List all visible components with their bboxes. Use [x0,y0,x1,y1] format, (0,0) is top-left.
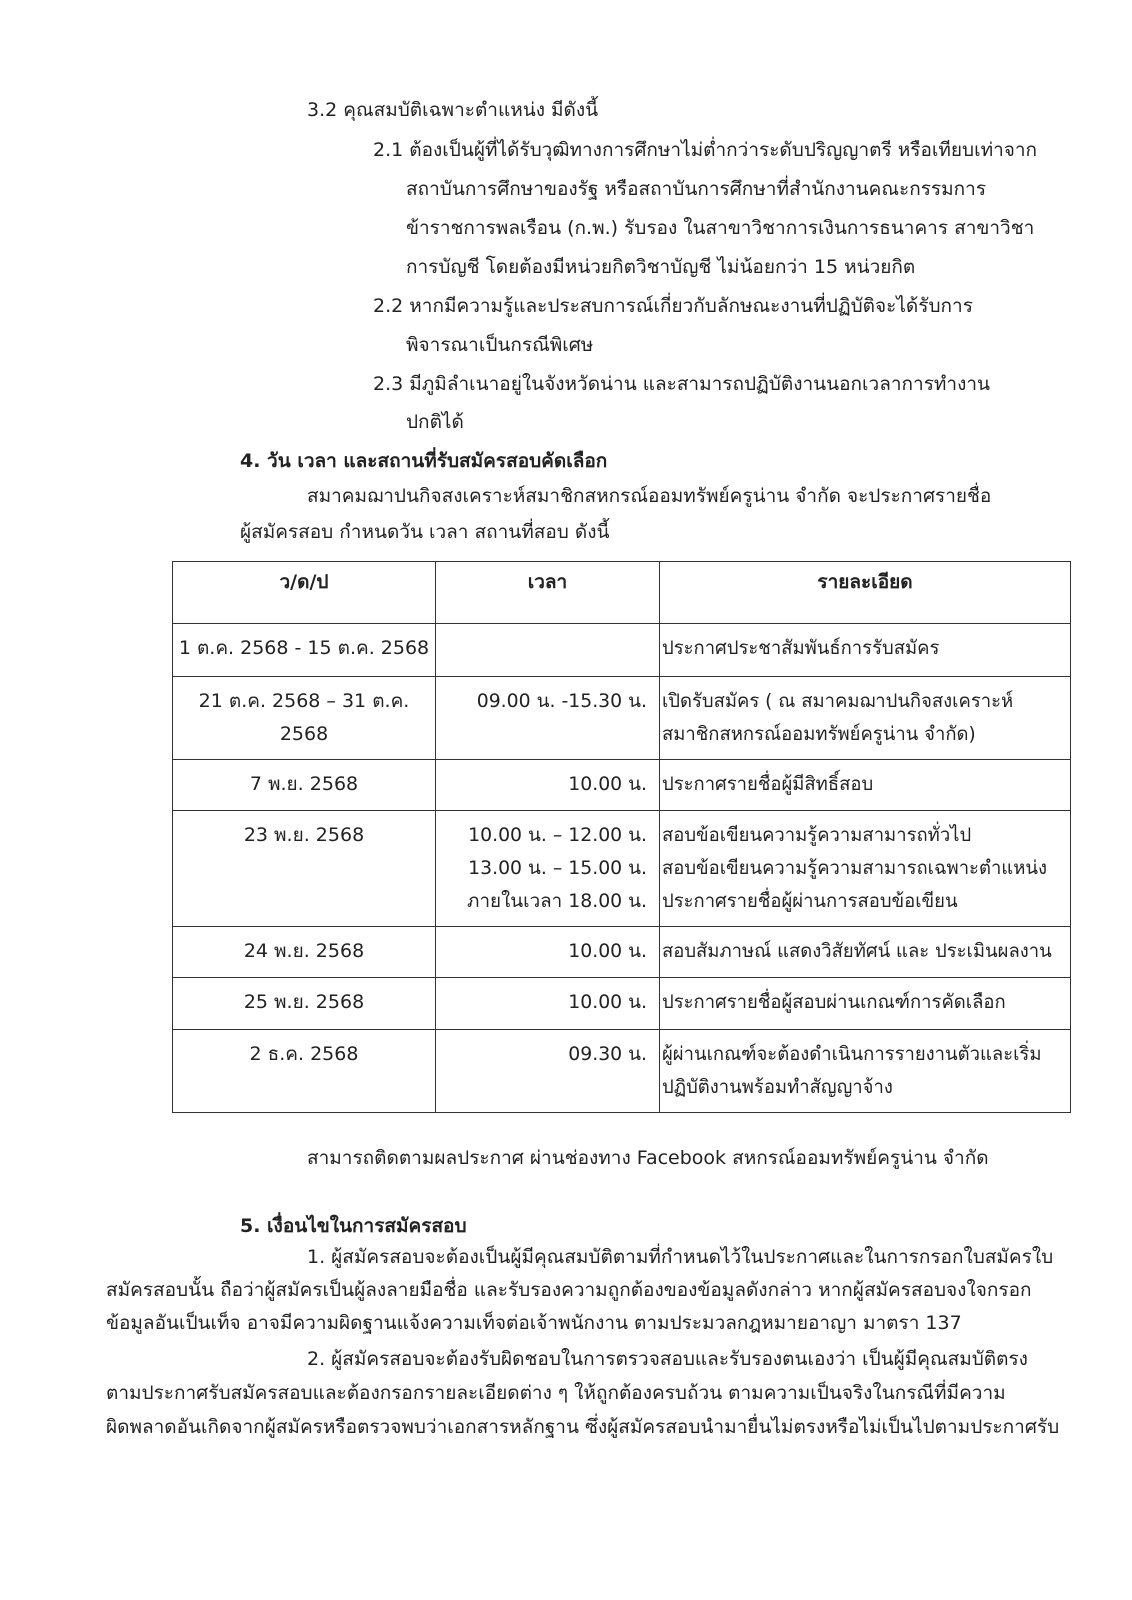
schedule-header-row [173,562,1071,624]
section-5-para2-line3: ผิดพลาดอันเกิดจากผู้สมัครหรือตรวจพบว่าเอกสารหลักฐาน ซึ่งผู้สมัครสอบนำมายื่นไม่ตรงหรือไม่เป็นไปตามประกาศรับ [106,1416,1060,1438]
header-time: เวลา [436,562,660,624]
table-row [173,677,1071,760]
item-22-line1: 2.2 หากมีความรู้และประสบการณ์เกี่ยวกับลักษณะงานที่ปฏิบัติจะได้รับการ [373,295,973,317]
row-detail: สมาชิกสหกรณ์ออมทรัพย์ครูน่าน จำกัด) [662,723,976,745]
section-4-intro-line2: ผู้สมัครสอบ กำหนดวัน เวลา สถานที่สอบ ดังนี้ [240,521,610,543]
row-time: 10.00 น. – 12.00 น. [468,824,647,846]
row-date: 21 ต.ค. 2568 – 31 ต.ค. 2568 [198,690,410,745]
table-row [173,978,1071,1030]
table-row [173,811,1071,927]
schedule-table [172,561,1071,1113]
section-4-intro-line1: สมาคมฌาปนกิจสงเคราะห์สมาชิกสหกรณ์ออมทรัพย์ครูน่าน จำกัด จะประกาศรายชื่อ [307,485,992,507]
item-21-line1: 2.1 ต้องเป็นผู้ที่ได้รับวุฒิทางการศึกษาไม่ต่ำกว่าระดับปริญญาตรี หรือเทียบเท่าจาก [373,139,1038,161]
section-5-para2-line2: ตามประกาศรับสมัครสอบและต้องกรอกรายละเอียดต่าง ๆ ให้ถูกต้องครบถ้วน ตามความเป็นจริงในกรณีที่มีความ [106,1382,1006,1404]
header-detail: รายละเอียด [660,562,1071,624]
header-date: ว/ด/ป [173,562,436,624]
section-4-heading: 4. วัน เวลา และสถานที่รับสมัครสอบคัดเลือก [240,450,608,472]
row-date: 7 พ.ย. 2568 [249,773,359,795]
row-detail: สอบข้อเขียนความรู้ความสามารถเฉพาะตำแหน่ง [662,857,1047,879]
row-detail: ประกาศรายชื่อผู้สอบผ่านเกณฑ์การคัดเลือก [662,991,1006,1013]
section-5-heading: 5. เงื่อนไขในการสมัครสอบ [240,1215,467,1237]
row-detail: สอบข้อเขียนความรู้ความสามารถทั่วไป [662,824,972,846]
section-5-para2-line1: 2. ผู้สมัครสอบจะต้องรับผิดชอบในการตรวจสอบและรับรองตนเองว่า เป็นผู้มีคุณสมบัติตรง [307,1348,1028,1370]
section-5-para1-line3: ข้อมูลอันเป็นเท็จ อาจมีความผิดฐานแจ้งความเท็จต่อเจ้าพนักงาน ตามประมวลกฎหมายอาญา มาตรา 137 [106,1312,962,1334]
row-time: 10.00 น. [568,940,647,962]
table-row [173,760,1071,811]
row-time: ภายในเวลา 18.00 น. [467,890,647,912]
row-detail: ผู้ผ่านเกณฑ์จะต้องดำเนินการรายงานตัวและเริ่ม [662,1043,1042,1065]
item-23-line2: ปกติได้ [406,411,464,433]
row-detail: สอบสัมภาษณ์ แสดงวิสัยทัศน์ และ ประเมินผลงาน [662,940,1052,962]
table-row [173,624,1071,677]
row-time: 09.00 น. -15.30 น. [476,690,647,712]
row-detail: ประกาศรายชื่อผู้ผ่านการสอบข้อเขียน [662,890,958,912]
table-row [173,927,1071,978]
item-21-line3: ข้าราชการพลเรือน (ก.พ.) รับรอง ในสาขาวิชาการเงินการธนาคาร สาขาวิชา [406,217,1035,239]
section-32-heading: 3.2 คุณสมบัติเฉพาะตำแหน่ง มีดังนี้ [307,99,599,121]
row-date: 24 พ.ย. 2568 [243,940,365,962]
item-23-line1: 2.3 มีภูมิลำเนาอยู่ในจังหวัดน่าน และสามารถปฏิบัติงานนอกเวลาการทำงาน [373,373,991,395]
row-date: 2 ธ.ค. 2568 [249,1043,359,1065]
section-5-para1-line1: 1. ผู้สมัครสอบจะต้องเป็นผู้มีคุณสมบัติตามที่กำหนดไว้ในประกาศและในการกรอกใบสมัครใบ [307,1246,1054,1268]
row-date: 1 ต.ค. 2568 - 15 ต.ค. 2568 [178,637,430,659]
item-21-line2: สถาบันการศึกษาของรัฐ หรือสถาบันการศึกษาที่สำนักงานคณะกรรมการ [406,178,987,200]
row-time: 10.00 น. [568,991,647,1013]
section-5-para1-line2: สมัครสอบนั้น ถือว่าผู้สมัครเป็นผู้ลงลายมือชื่อ และรับรองความถูกต้องของข้อมูลดังกล่าว หากผู้สมัครสอบจงใจกรอก [106,1279,1032,1301]
follow-note: สามารถติดตามผลประกาศ ผ่านช่องทาง Facebook สหกรณ์ออมทรัพย์ครูน่าน จำกัด [307,1147,989,1169]
row-time: 09.30 น. [568,1043,647,1065]
row-detail: เปิดรับสมัคร ( ณ สมาคมฌาปนกิจสงเคราะห์ [662,690,1014,712]
item-22-line2: พิจารณาเป็นกรณีพิเศษ [406,334,594,356]
row-detail: ประกาศรายชื่อผู้มีสิทธิ์สอบ [662,773,874,795]
row-date: 25 พ.ย. 2568 [243,991,365,1013]
row-date: 23 พ.ย. 2568 [243,824,365,846]
item-21-line4: การบัญชี โดยต้องมีหน่วยกิตวิชาบัญชี ไม่น้อยกว่า 15 หน่วยกิต [406,256,916,278]
row-detail: ปฏิบัติงานพร้อมทำสัญญาจ้าง [662,1076,893,1098]
table-row [173,1030,1071,1113]
row-time: 10.00 น. [568,773,647,795]
row-time: 13.00 น. – 15.00 น. [468,857,647,879]
row-detail: ประกาศประชาสัมพันธ์การรับสมัคร [662,637,940,659]
